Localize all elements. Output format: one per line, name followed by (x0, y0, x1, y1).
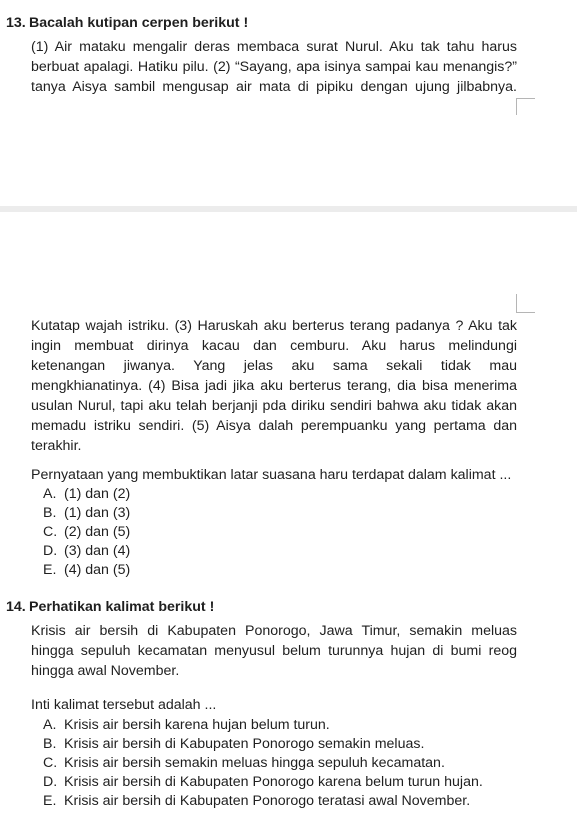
question-13-prompt: Pernyataan yang membuktikan latar suasana haru terdapat dalam kalimat ... (31, 467, 512, 483)
option-13-a[interactable] (43, 485, 130, 504)
option-14-a[interactable] (43, 716, 330, 735)
option-text: (1) dan (2) (64, 486, 131, 502)
option-14-b[interactable] (43, 735, 424, 754)
statement (31, 621, 517, 681)
option-14-d[interactable] (43, 773, 483, 792)
question-14-heading (6, 599, 214, 615)
question-14-number: 14. (6, 599, 26, 615)
option-letter: E. (43, 793, 57, 809)
excerpt-line: ingin membuat dirinya kacau dan cemburu. Aku harus melindungi (31, 338, 517, 354)
option-letter: D. (43, 543, 58, 559)
excerpt-line: tanya Aisya sambil mengusap air mata di pipiku dengan ujung jilbabnya. (31, 79, 517, 95)
option-letter: B. (43, 736, 57, 752)
excerpt-line: Kutatap wajah istriku. (3) Haruskah aku berterus terang padanya ? Aku tak (31, 318, 517, 334)
option-text: (3) dan (4) (64, 543, 131, 559)
excerpt-line: mengkhianatinya. (4) Bisa jadi jika aku berterus terang, dia bisa menerima (31, 378, 517, 394)
excerpt-top (31, 37, 517, 97)
option-13-c[interactable] (43, 523, 130, 542)
excerpt-bottom (31, 316, 517, 456)
option-13-e[interactable] (43, 561, 130, 580)
page-divider (0, 206, 577, 212)
option-letter: D. (43, 774, 58, 790)
option-text: (4) dan (5) (64, 562, 131, 578)
option-14-e[interactable] (43, 792, 470, 811)
option-text: Krisis air bersih di Kabupaten Ponorogo teratasi awal November. (64, 793, 471, 809)
option-text: Krisis air bersih di Kabupaten Ponorogo semakin meluas. (64, 736, 425, 752)
question-14-prompt: Inti kalimat tersebut adalah ... (31, 697, 217, 713)
option-letter: C. (43, 524, 58, 540)
option-text: (2) dan (5) (64, 524, 131, 540)
option-text: Krisis air bersih semakin meluas hingga sepuluh kecamatan. (64, 755, 445, 771)
question-13-title: Bacalah kutipan cerpen berikut ! (29, 15, 249, 31)
page-crop-mark (516, 294, 535, 313)
statement-line: hingga awal November. (31, 663, 180, 679)
question-13-heading (6, 15, 248, 31)
option-letter: E. (43, 562, 57, 578)
option-text: Krisis air bersih karena hujan belum turun. (64, 717, 330, 733)
excerpt-line: terakhir. (31, 438, 82, 454)
option-letter: C. (43, 755, 58, 771)
option-text: (1) dan (3) (64, 505, 131, 521)
question-13-number: 13. (6, 15, 26, 31)
option-13-b[interactable] (43, 504, 130, 523)
statement-line: hingga sepuluh kecamatan menyusul belum turunnya hujan di bumi reog (31, 643, 517, 659)
question-14-title: Perhatikan kalimat berikut ! (29, 599, 215, 615)
option-letter: A. (43, 486, 57, 502)
excerpt-line: (1) Air mataku mengalir deras membaca surat Nurul. Aku tak tahu harus (31, 39, 517, 55)
page-crop-mark (516, 98, 535, 115)
option-text: Krisis air bersih di Kabupaten Ponorogo karena belum turun hujan. (64, 774, 483, 790)
option-13-d[interactable] (43, 542, 130, 561)
option-letter: B. (43, 505, 57, 521)
excerpt-line: berbuat apalagi. Hatiku pilu. (2) “Sayang, apa isinya sampai kau menangis?” (31, 59, 517, 75)
statement-line: Krisis air bersih di Kabupaten Ponorogo, Jawa Timur, semakin meluas (31, 623, 517, 639)
excerpt-line: memadu istriku sendiri. (5) Aisya dalah perempuanku yang pertama dan (31, 418, 517, 434)
option-letter: A. (43, 717, 57, 733)
excerpt-line: usulan Nurul, tapi aku telah berjanji pda diriku sendiri bahwa aku tidak akan (31, 398, 517, 414)
option-14-c[interactable] (43, 754, 445, 773)
excerpt-line: ketenangan jiwanya. Yang jelas aku sama sekali tidak mau (31, 358, 517, 374)
